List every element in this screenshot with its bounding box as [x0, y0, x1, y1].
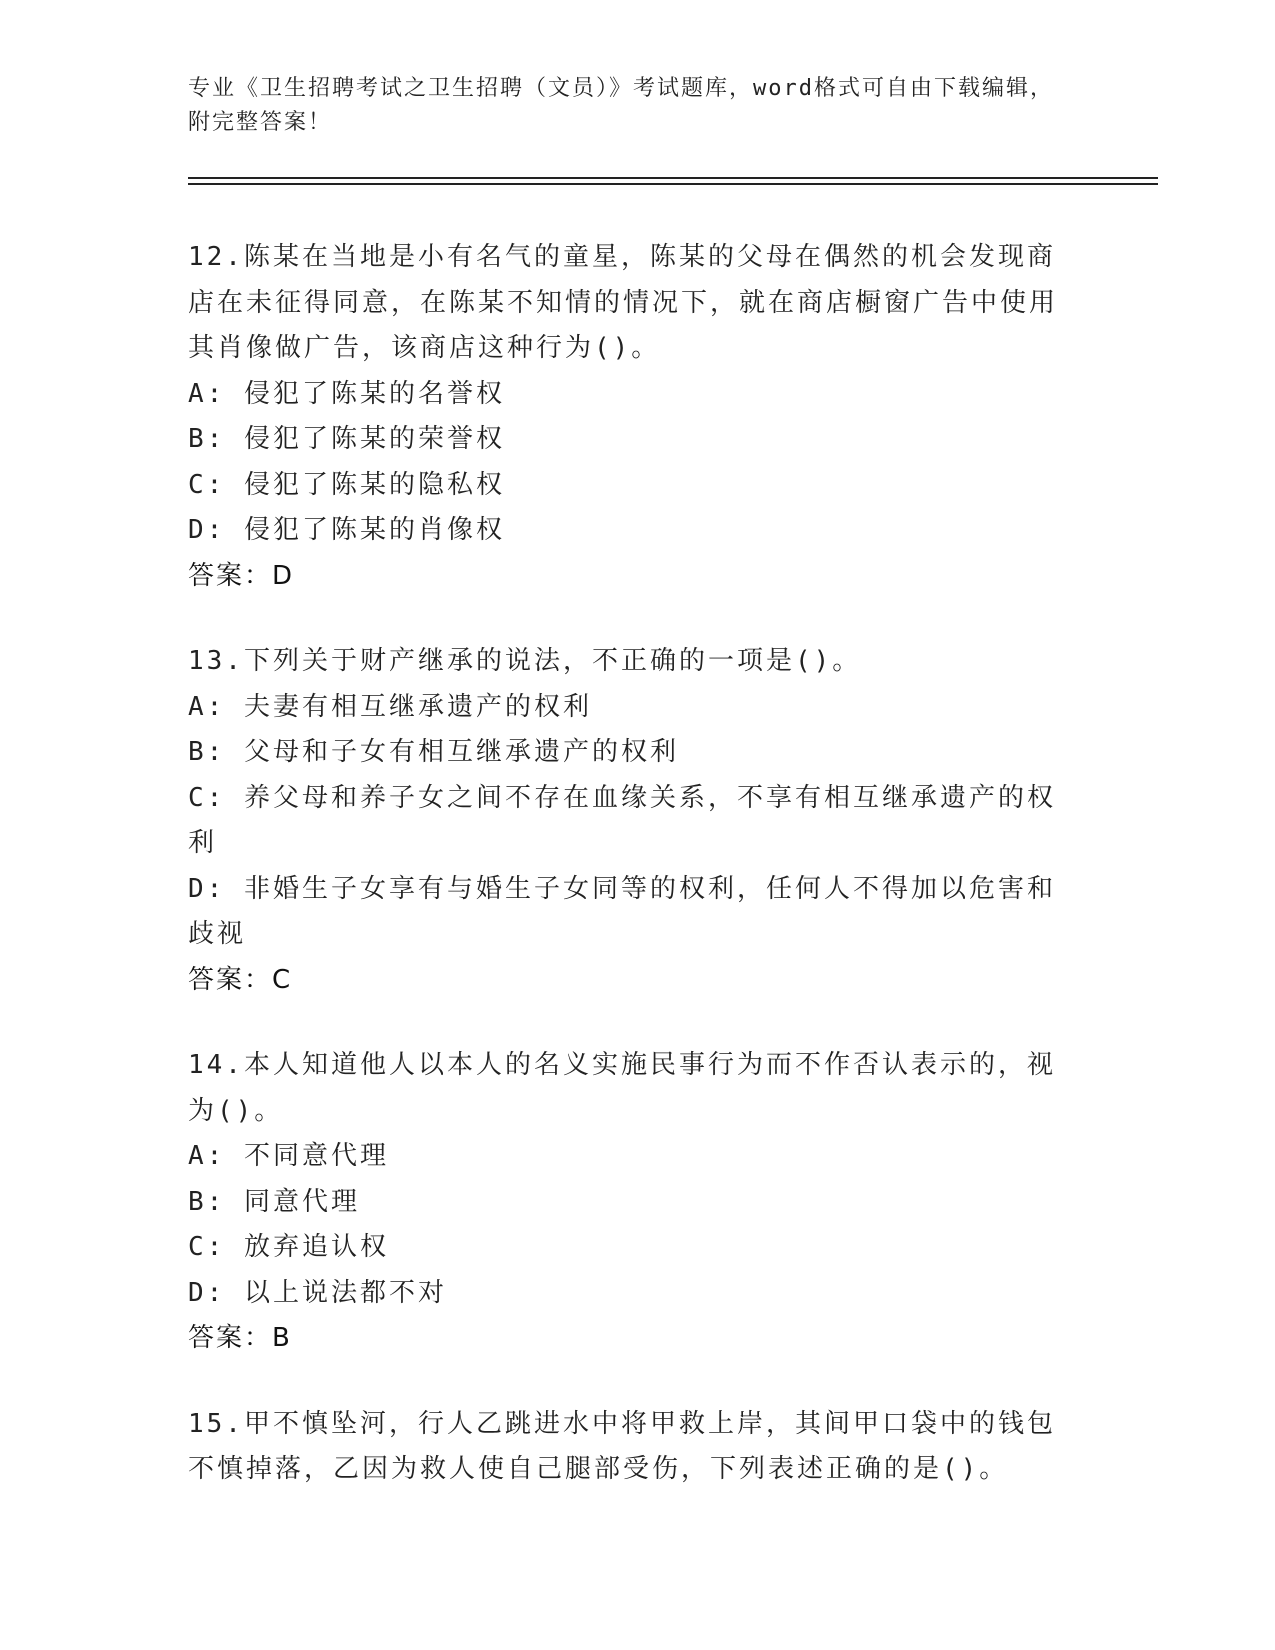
question-14	[188, 1043, 1078, 1362]
option-a: A: 侵犯了陈某的名誉权	[188, 378, 505, 409]
option-a: A: 夫妻有相互继承遗产的权利	[188, 691, 592, 722]
option-c: C: 养父母和养子女之间不存在血缘关系，不享有相互继承遗产的权利	[188, 782, 1056, 858]
option-b: B: 侵犯了陈某的荣誉权	[188, 424, 505, 454]
header-divider-bottom	[188, 183, 1158, 185]
header-divider-top	[188, 177, 1158, 179]
option-c: C: 侵犯了陈某的隐私权	[188, 469, 505, 500]
question-13	[188, 639, 1078, 1003]
question-text: 14.本人知道他人以本人的名义实施民事行为而不作否认表示的，视为()。	[188, 1050, 1056, 1126]
option-d: D: 非婚生子女享有与婚生子女同等的权利，任何人不得加以危害和歧视	[188, 873, 1056, 949]
question-list	[188, 235, 1078, 1533]
question-text: 15.甲不慎坠河，行人乙跳进水中将甲救上岸，其间甲口袋中的钱包不慎掉落，乙因为救人使自己腿部受伤，下列表述正确的是()。	[188, 1408, 1056, 1484]
question-text: 12.陈某在当地是小有名气的童星，陈某的父母在偶然的机会发现商店在未征得同意，在陈某不知情的情况下，就在商店橱窗广告中使用其肖像做广告，该商店这种行为()。	[188, 242, 1059, 363]
answer-line: 答案：B	[188, 1323, 292, 1353]
option-b: B: 父母和子女有相互继承遗产的权利	[188, 737, 679, 767]
option-b: B: 同意代理	[188, 1186, 360, 1217]
option-d: D: 侵犯了陈某的肖像权	[188, 515, 505, 545]
option-d: D: 以上说法都不对	[188, 1277, 447, 1308]
option-c: C: 放弃追认权	[188, 1232, 389, 1262]
document-header: 专业《卫生招聘考试之卫生招聘（文员）》考试题库，word格式可自由下载编辑，附完整答案！	[188, 76, 1054, 135]
question-text: 13.下列关于财产继承的说法，不正确的一项是()。	[188, 646, 862, 676]
question-12	[188, 235, 1078, 599]
answer-line: 答案：D	[188, 560, 295, 591]
option-a: A: 不同意代理	[188, 1141, 389, 1171]
answer-line: 答案：C	[188, 964, 293, 995]
question-15	[188, 1402, 1078, 1493]
